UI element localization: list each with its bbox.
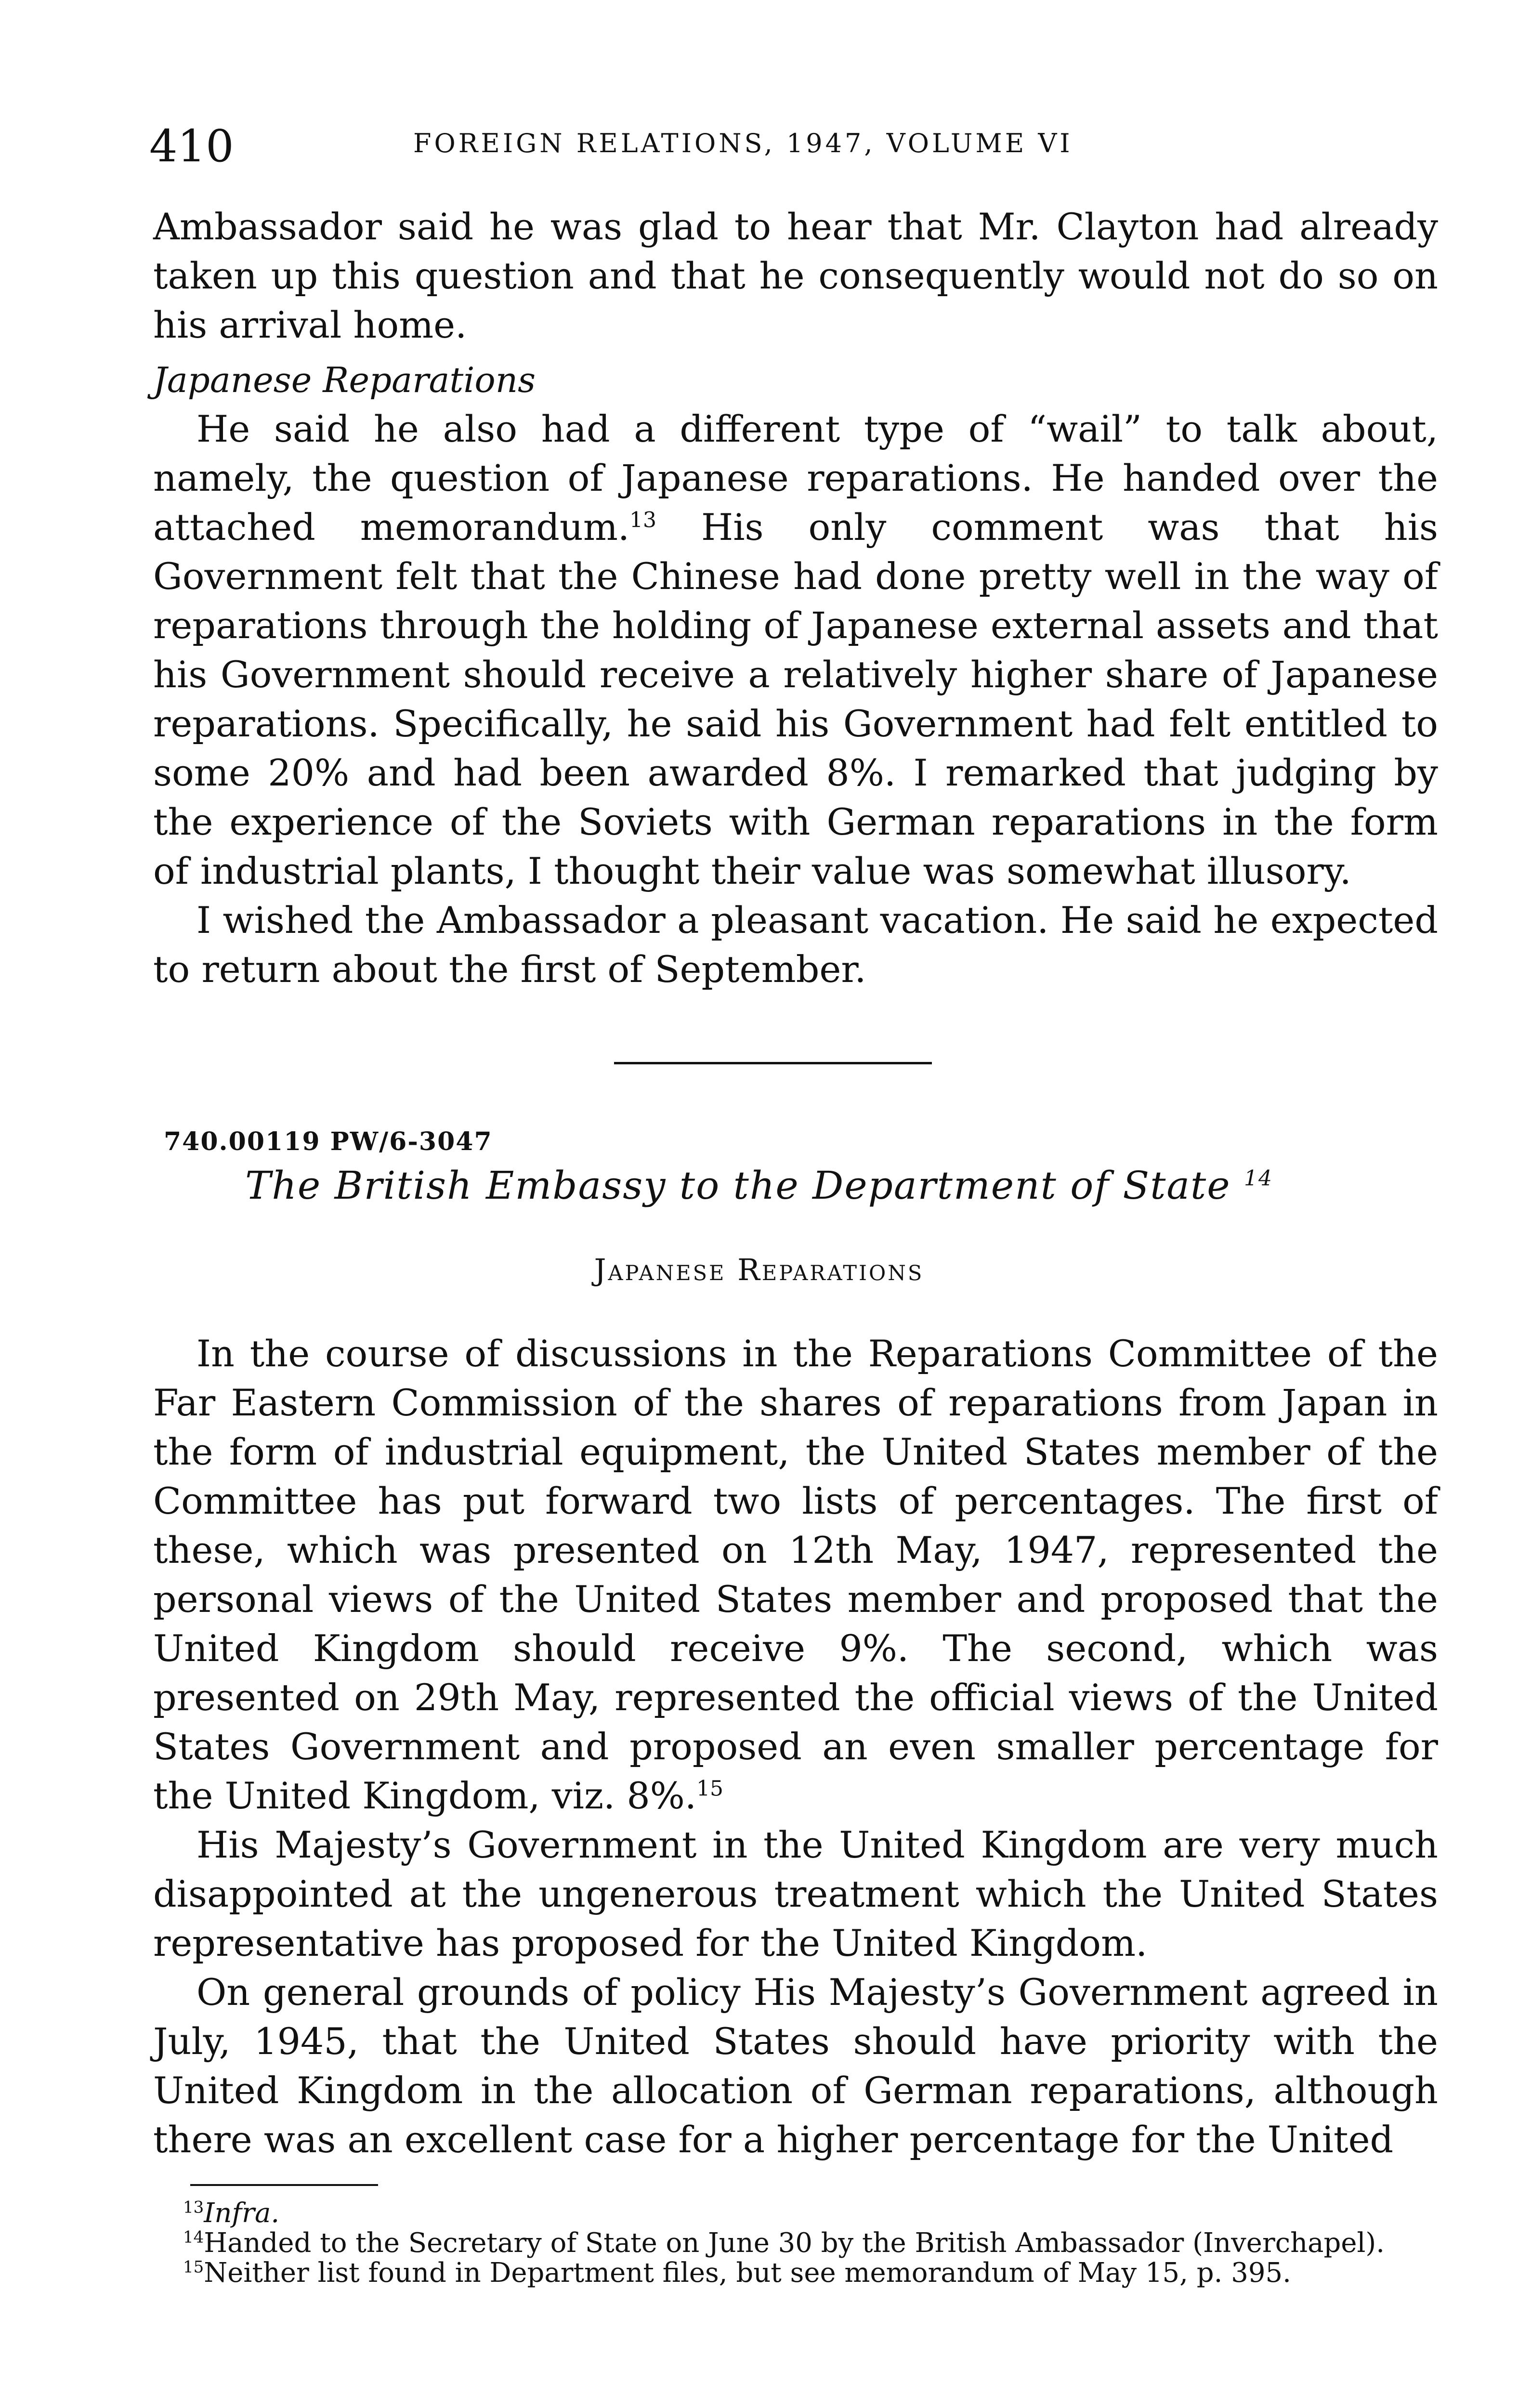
section-subheading: Japanese Reparations [153, 360, 536, 400]
paragraph: Ambassador said he was glad to hear that Mr. Clayton had already taken up this question and that he consequently would not do so on his arrival home. [153, 205, 1438, 346]
footnote-number: 15 [183, 2257, 204, 2277]
paragraph: On general grounds of policy His Majesty’s Government agreed in July, 1945, that the United States should have priority with the United Kingdom in the allocation of German reparations, although there was an excellent case for a higher percentage for the United [153, 1971, 1438, 2161]
section-a [153, 202, 1438, 994]
document-subtitle: Japanese Reparations [594, 1252, 924, 1287]
footnote-ref: 13 [629, 508, 657, 533]
footnote-ref: 14 [1243, 1166, 1273, 1191]
paragraph: His Majesty’s Government in the United Kingdom are very much disappointed at the ungenerous treatment which the United States representative has proposed for the United Kingdom. [153, 1823, 1438, 1964]
paragraph-text: He said he also had a different type of “wail” to talk about, namely, the question of Japanese reparations. He handed over the attached memorandum. [153, 407, 1438, 549]
footnote [183, 2258, 1459, 2288]
footnote-text: Handed to the Secretary of State on June 30 by the British Ambassador (Inverchapel). [204, 2227, 1385, 2259]
document-title [0, 1163, 1518, 1208]
section-divider [614, 1062, 932, 1064]
paragraph-text: In the course of discussions in the Reparations Committee of the Far Eastern Commission of the shares of reparations from Japan in the form of industrial equipment, the United States member of the Committee has put forward two lists of percentages. The first of these, which was presented on 12th May, 1947, represented the personal views of the United States member and proposed that the United Kingdom should receive 9%. The second, which was presented on 29th May, represented the official views of the United States Government and proposed an even smaller percentage for the United Kingdom, viz. 8%. [153, 1332, 1438, 1817]
page-header [149, 116, 1450, 173]
footnote-divider [190, 2184, 378, 2186]
footnote-text: Infra. [204, 2198, 280, 2229]
footnote-ref: 15 [696, 1776, 724, 1801]
footnote [183, 2199, 1459, 2228]
footnote-text: Neither list found in Department files, but see memorandum of May 15, p. 395. [204, 2257, 1291, 2289]
section-b [153, 1329, 1438, 2164]
footnote-number: 13 [183, 2198, 204, 2217]
footnotes [183, 2199, 1459, 2288]
footnote-number: 14 [183, 2227, 204, 2247]
running-head: FOREIGN RELATIONS, 1947, VOLUME VI [413, 128, 1073, 158]
paragraph [153, 405, 1438, 896]
paragraph-text: His only comment was that his Government felt that the Chinese had done pretty well in the way of reparations through the holding of Japanese external assets and that his Government should receive a relatively higher share of Japanese reparations. Specifically, he said his Government had felt entitled to some 20% and had been awarded 8%. I remarked that judging by the experience of the Soviets with German reparations in the form of industrial plants, I thought their value was somewhat illusory. [153, 506, 1438, 892]
document-title-text: The British Embassy to the Department of State [245, 1163, 1231, 1208]
page-number: 410 [149, 120, 234, 172]
footnote [183, 2228, 1459, 2258]
paragraph [153, 1329, 1438, 1820]
paragraph: I wished the Ambassador a pleasant vacation. He said he expected to return about the first of September. [153, 899, 1438, 991]
file-number: 740.00119 PW/6-3047 [164, 1127, 493, 1156]
